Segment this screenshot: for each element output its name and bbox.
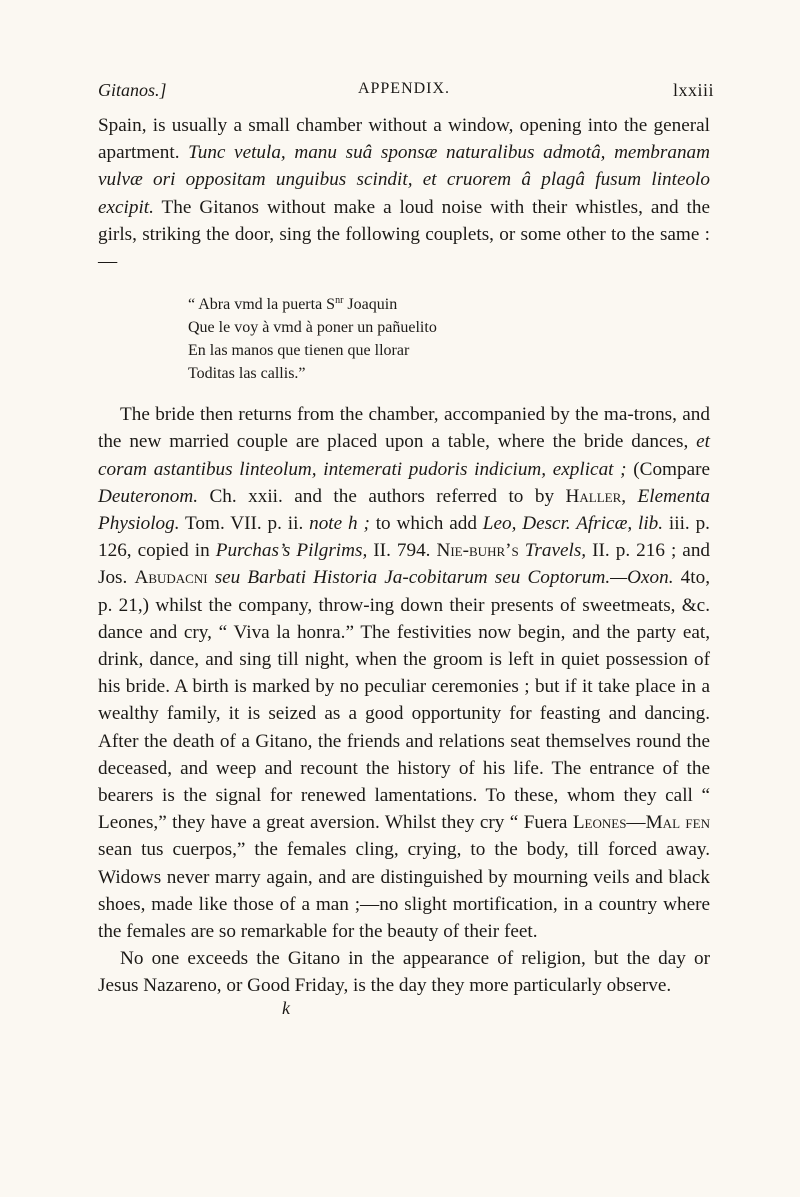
paragraph-3: No one exceeds the Gitano in the appearance of religion, but the day or Jesus Nazareno, or Good Friday, is the day they more particularly observe.: [98, 948, 710, 997]
running-header: [98, 80, 714, 112]
page-number: lxxiii: [672, 80, 714, 100]
verse-line-2: Que le voy à vmd à poner un pañuelito: [188, 319, 437, 337]
para1-text-b: The Gitanos without make a loud noise with their whistles, and the girls, striking the door, sing the following couplets, or some other to the same :—: [98, 196, 710, 273]
paragraph-2: The bride then returns from the chamber, accompanied by the ma-trons, and the new married couple are placed upon a table, where the bride dances, et coram astantibus linteolum, intemerati pudoris indicium, explicat ; (Compare Deuteronom. Ch. xxii. and the authors referred to by Haller, Elementa Physiolog. Tom. VII. p. ii. note h ; to which add Leo, Descr. Africæ, lib. iii. p. 126, copied in Purchas’s Pilgrims, II. 794. Nie-buhr’s Travels, II. p. 216 ; and Jos. Abudacni seu Barbati Historia Ja-cobitarum seu Coptorum.—Oxon. 4to, p. 21,) whilst the company, throw-ing down their presents of sweetmeats, &c. dance and cry, “ Viva la honra.” The festivities now begin, and the party eat, drink, dance, and sing till night, when the groom is left in quiet possession of his bride. A birth is marked by no peculiar ceremonies ; but if it take place in a wealthy family, it is seized as a good opportunity for feasting and dancing. After the death of a Gitano, the friends and relations seat themselves round the deceased, and weep and recount the history of his life. The entrance of the bearers is the signal for renewed lamentations. To these, whom they call “ Leones,” they have a great aversion. Whilst they cry “ Fuera Leones—Mal fen sean tus cuerpos,” the females cling, crying, to the body, till forced away. Widows never marry again, and are distinguished by mourning veils and black shoes, made like those of a man ;—no slight mortification, in a country where the females are so remarkable for the beauty of their feet.: [98, 404, 711, 943]
document-page: [98, 80, 714, 1019]
verse-line-4: Toditas las callis.”: [188, 365, 306, 383]
verse-line-3: En las manos que tienen que llorar: [188, 342, 410, 360]
signature-mark: k: [282, 997, 290, 1018]
paragraph-1: [98, 112, 710, 275]
header-title: APPENDIX.: [357, 80, 451, 97]
para1-latin: Tunc vetula, manu suâ sponsæ naturalibus admotâ, membranam vulvæ ori oppositam unguibus scindit, et cruorem â plagâ fusum linteolo excipit.: [98, 142, 710, 218]
header-section-title: Gitanos.]: [98, 80, 167, 100]
verse-line-1: “ Abra vmd la puerta $S^{nr}$ Joaquin: [188, 295, 398, 314]
couplet-verse: [98, 289, 710, 385]
para1-text-a: Spain, is usually a small chamber without a window, opening into the general apartment.: [98, 115, 710, 164]
